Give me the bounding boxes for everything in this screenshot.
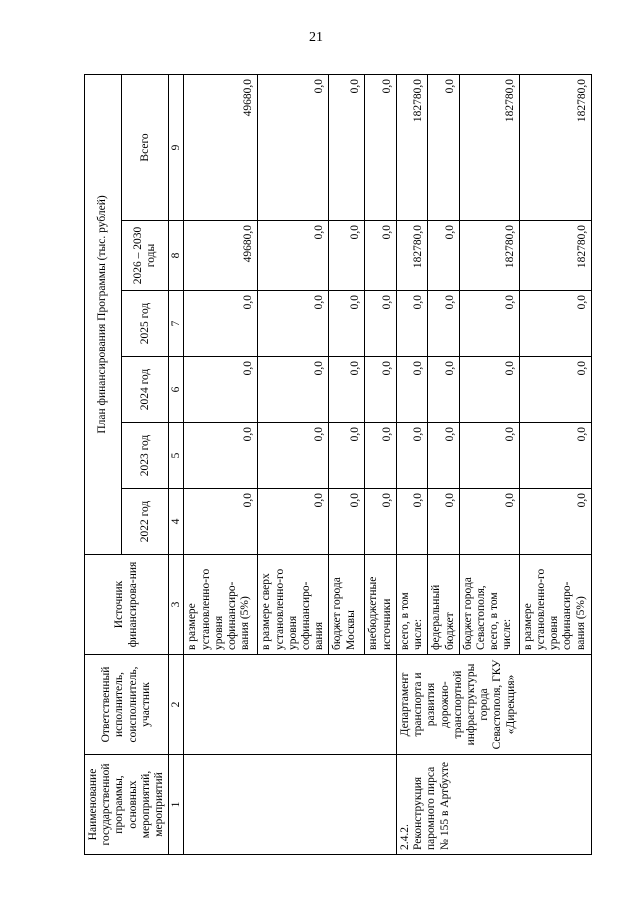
- value-cell: 0,0: [329, 74, 365, 220]
- value-cell: 0,0: [396, 423, 427, 489]
- executor-cell: Департамент транспорта и развития дорожно-транспортной инфраструктуры города Севастополя, ГКУ «Дирекция»: [396, 655, 591, 755]
- value-cell: 182780,0: [459, 221, 519, 291]
- value-cell: 0,0: [459, 423, 519, 489]
- value-cell: 49680,0: [184, 74, 258, 220]
- column-number: 6: [169, 357, 184, 423]
- value-cell: 0,0: [428, 291, 459, 357]
- value-cell: 0,0: [365, 357, 396, 423]
- header-year-2023: 2023 год: [122, 423, 169, 489]
- measure-name-cell: 2.4.2. Реконструкция паромного пирса № 155 в Артбухте: [396, 755, 591, 855]
- source-cell: внебюджетные источники: [365, 555, 396, 655]
- source-cell: бюджет города Москвы: [329, 555, 365, 655]
- source-cell: в размере установленно-го уровня софинансиро-вания (5%): [519, 555, 591, 655]
- column-number: 7: [169, 291, 184, 357]
- value-cell: 49680,0: [184, 221, 258, 291]
- value-cell: 0,0: [428, 489, 459, 555]
- column-number: 2: [169, 655, 184, 755]
- value-cell: 0,0: [184, 357, 258, 423]
- value-cell: 0,0: [365, 291, 396, 357]
- continued-name-cell: [184, 755, 397, 855]
- value-cell: 0,0: [459, 489, 519, 555]
- header-source: Источник финансирова-ния: [85, 555, 169, 655]
- value-cell: 0,0: [428, 357, 459, 423]
- value-cell: 0,0: [459, 357, 519, 423]
- value-cell: 0,0: [258, 221, 329, 291]
- value-cell: 0,0: [258, 423, 329, 489]
- value-cell: 0,0: [365, 74, 396, 220]
- header-year-2025: 2025 год: [122, 291, 169, 357]
- header-total: Всего: [122, 74, 169, 220]
- table-row: [396, 74, 427, 854]
- header-executor: Ответственный исполнитель, соисполнитель, участник: [85, 655, 169, 755]
- value-cell: 0,0: [184, 291, 258, 357]
- header-year-2026-2030: 2026 – 2030 годы: [122, 221, 169, 291]
- rotated-table-container: [84, 75, 588, 855]
- value-cell: 0,0: [519, 357, 591, 423]
- page-number: 21: [309, 30, 323, 45]
- value-cell: 0,0: [184, 489, 258, 555]
- value-cell: 182780,0: [459, 74, 519, 220]
- value-cell: 0,0: [365, 423, 396, 489]
- value-cell: 182780,0: [519, 74, 591, 220]
- value-cell: 0,0: [184, 423, 258, 489]
- column-number: 4: [169, 489, 184, 555]
- value-cell: 0,0: [258, 489, 329, 555]
- source-cell: всего, в том числе:: [396, 555, 427, 655]
- value-cell: 0,0: [329, 291, 365, 357]
- value-cell: 0,0: [396, 489, 427, 555]
- value-cell: 0,0: [258, 74, 329, 220]
- value-cell: 0,0: [428, 221, 459, 291]
- value-cell: 0,0: [519, 423, 591, 489]
- source-cell: федеральный бюджет: [428, 555, 459, 655]
- source-cell: бюджет города Севастополя, всего, в том числе:: [459, 555, 519, 655]
- value-cell: 182780,0: [396, 74, 427, 220]
- value-cell: 0,0: [329, 423, 365, 489]
- value-cell: 0,0: [519, 489, 591, 555]
- value-cell: 0,0: [258, 291, 329, 357]
- column-number-row: [169, 74, 184, 854]
- value-cell: 0,0: [428, 74, 459, 220]
- header-year-2024: 2024 год: [122, 357, 169, 423]
- financing-table: [84, 74, 592, 855]
- value-cell: 0,0: [365, 221, 396, 291]
- value-cell: 0,0: [459, 291, 519, 357]
- header-plan-group: План финансирования Программы (тыс. рублей): [85, 74, 122, 554]
- value-cell: 0,0: [396, 291, 427, 357]
- header-name: Наименование государственной программы, основных мероприятий, мероприятий: [85, 755, 169, 855]
- header-year-2022: 2022 год: [122, 489, 169, 555]
- value-cell: 0,0: [329, 357, 365, 423]
- source-cell: в размере установленно-го уровня софинансиро-вания (5%): [184, 555, 258, 655]
- value-cell: 182780,0: [396, 221, 427, 291]
- source-cell: в размере сверх установленно-го уровня софинансиро-вания: [258, 555, 329, 655]
- column-number: 5: [169, 423, 184, 489]
- value-cell: 0,0: [519, 291, 591, 357]
- value-cell: 0,0: [329, 221, 365, 291]
- column-number: 9: [169, 74, 184, 220]
- value-cell: 182780,0: [519, 221, 591, 291]
- column-number: 8: [169, 221, 184, 291]
- column-number: 1: [169, 755, 184, 855]
- value-cell: 0,0: [365, 489, 396, 555]
- value-cell: 0,0: [329, 489, 365, 555]
- value-cell: 0,0: [396, 357, 427, 423]
- continued-executor-cell: [184, 655, 397, 755]
- column-number: 3: [169, 555, 184, 655]
- value-cell: 0,0: [428, 423, 459, 489]
- value-cell: 0,0: [258, 357, 329, 423]
- table-row: [184, 74, 258, 854]
